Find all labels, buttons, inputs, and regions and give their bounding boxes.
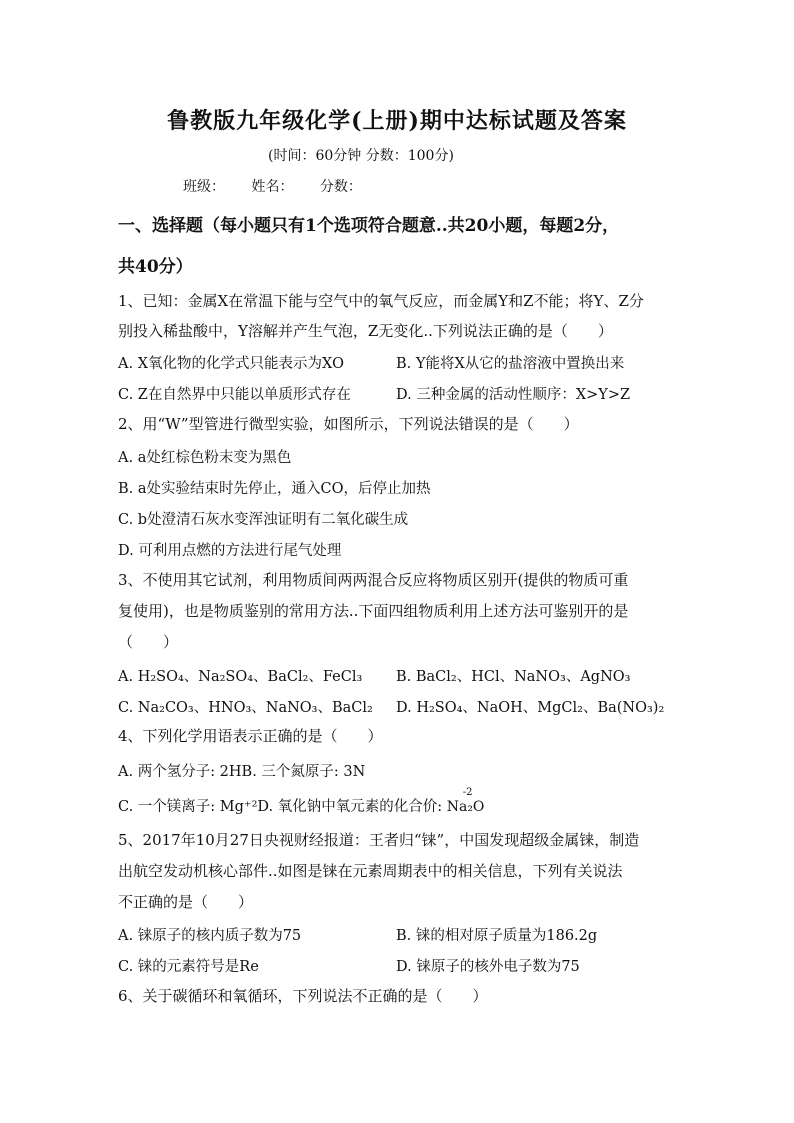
- question-5-line-2: 出航空发动机核心部件..如图是铼在元素周期表中的相关信息，下列有关说法: [118, 862, 623, 880]
- question-2-option-d: D. 可利用点燃的方法进行尾气处理: [118, 543, 342, 559]
- score-label: 分数：: [319, 179, 362, 195]
- question-1-option-b: B. Y能将X从它的盐溶液中置换出来: [396, 356, 625, 372]
- question-3-option-b: B. BaCl₂、HCl、NaNO₃、AgNO₃: [396, 669, 631, 685]
- formula-text: Na₂O: [446, 799, 485, 815]
- question-4-option-cd: [118, 787, 485, 816]
- question-3-option-c: C. Na₂CO₃、HNO₃、NaNO₃、BaCl₂: [118, 700, 373, 716]
- question-5-option-b: B. 铼的相对原子质量为186.2g: [396, 928, 598, 944]
- question-5-line-1: 5、2017年10月27日央视财经报道：王者归“铼”，中国发现超级金属铼，制造: [118, 831, 640, 849]
- name-label: 姓名：: [251, 179, 294, 195]
- question-3-option-d: D. H₂SO₄、NaOH、MgCl₂、Ba(NO₃)₂: [396, 700, 665, 716]
- question-3-option-a: A. H₂SO₄、Na₂SO₄、BaCl₂、FeCl₃: [118, 669, 363, 685]
- question-4-option-ab: A. 两个氢分子: 2HB. 三个氮原子: 3N: [118, 764, 366, 780]
- question-1-option-a: A. X氧化物的化学式只能表示为XO: [118, 356, 344, 372]
- question-5-option-d: D. 铼原子的核外电子数为75: [396, 959, 580, 975]
- oxygen-valence: -2: [462, 787, 473, 798]
- class-label: 班级：: [183, 179, 225, 195]
- question-1-line-2: 别投入稀盐酸中，Y溶解并产生气泡，Z无变化..下列说法正确的是（ ）: [118, 322, 613, 340]
- sodium-oxide-formula: [446, 787, 485, 815]
- section-heading-1: 一、选择题（每小题只有1个选项符合题意..共20小题，每题2分，: [118, 216, 620, 236]
- question-6-line-1: 6、关于碳循环和氧循环，下列说法不正确的是（ ）: [118, 987, 488, 1005]
- question-2-option-c: C. b处澄清石灰水变浑浊证明有二氧化碳生成: [118, 512, 409, 528]
- question-4-option-cd-text: C. 一个镁离子: Mg⁺²D. 氧化钠中氧元素的化合价:: [118, 799, 447, 815]
- question-1-option-c: C. Z在自然界中只能以单质形式存在: [118, 387, 351, 403]
- question-2-line-1: 2、用“W”型管进行微型实验，如图所示，下列说法错误的是（ ）: [118, 415, 579, 433]
- section-heading-1-cont: 共40分）: [118, 257, 193, 277]
- question-5-line-3: 不正确的是（ ）: [118, 893, 254, 911]
- question-2-option-a: A. a处红棕色粉末变为黑色: [118, 450, 292, 466]
- question-3-line-2: 复使用)，也是物质鉴别的常用方法..下面四组物质利用上述方法可鉴别开的是: [118, 602, 629, 620]
- question-3-line-1: 3、不使用其它试剂，利用物质间两两混合反应将物质区别开(提供的物质可重: [118, 571, 629, 589]
- question-2-option-b: B. a处实验结束时先停止，通入CO，后停止加热: [118, 481, 431, 497]
- question-5-option-c: C. 铼的元素符号是Re: [118, 959, 259, 975]
- question-3-line-3: （ ）: [118, 633, 179, 651]
- question-4-line-1: 4、下列化学用语表示正确的是（ ）: [118, 727, 383, 745]
- question-5-option-a: A. 铼原子的核内质子数为75: [118, 928, 302, 944]
- exam-time-score: (时间：60分钟 分数：100分): [268, 148, 454, 164]
- question-1-line-1: 1、已知：金属X在常温下能与空气中的氧气反应，而金属Y和Z不能；将Y、Z分: [118, 292, 644, 310]
- student-info: [183, 176, 384, 196]
- page-title: 鲁教版九年级化学(上册)期中达标试题及答案: [167, 108, 627, 134]
- question-1-option-d: D. 三种金属的活动性顺序：X>Y>Z: [396, 387, 631, 403]
